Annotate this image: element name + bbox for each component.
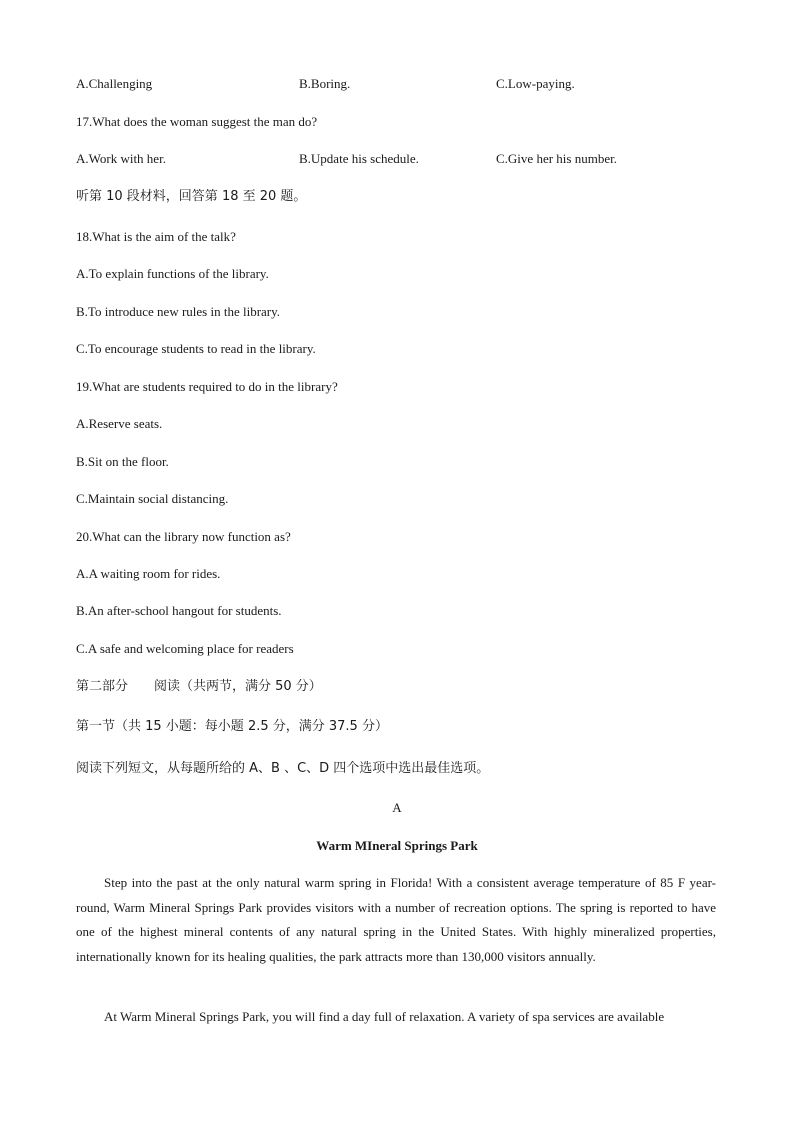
q20-option-b: B.An after-school hangout for students. — [76, 603, 282, 618]
q20-option-a: A.A waiting room for rides. — [76, 566, 221, 581]
q18-option-c: C.To encourage students to read in the library. — [76, 341, 316, 356]
passage-paragraph-1: Step into the past at the only natural warm spring in Florida! With a consistent average temperature of 85 F year-round, Warm Mineral Springs Park provides visitors with a number of recreation options. The spring is reported to have one of the highest mineral contents of any natural spring in the United States. With highly mineralized properties, internationally known for its healing qualities, the park attracts more than 130,000 visitors annually. — [76, 875, 716, 964]
q16-option-b: B.Boring. — [299, 76, 351, 91]
q16-option-c: C.Low-paying. — [496, 76, 575, 91]
passage-label: A — [392, 800, 402, 815]
q18-question: 18.What is the aim of the talk? — [76, 229, 236, 244]
q17-options — [76, 151, 736, 167]
q19-option-b: B.Sit on the floor. — [76, 454, 169, 469]
q17-question: 17.What does the woman suggest the man do? — [76, 114, 318, 129]
q16-options — [76, 76, 736, 92]
q16-option-a: A.Challenging — [76, 76, 153, 91]
q20-option-c: C.A safe and welcoming place for readers — [76, 641, 294, 656]
reading-instruction: 阅读下列短文，从每题所给的 A、B 、C、D 四个选项中选出最佳选项。 — [76, 761, 490, 776]
q17-option-a: A.Work with her. — [76, 151, 166, 166]
q17-option-c: C.Give her his number. — [496, 151, 617, 166]
q19-option-c: C.Maintain social distancing. — [76, 491, 229, 506]
passage-title: Warm MIneral Springs Park — [316, 838, 478, 853]
q18-option-b: B.To introduce new rules in the library. — [76, 304, 281, 319]
section10-instruction: 听第 10 段材料，回答第 18 至 20 题。 — [76, 189, 307, 204]
q18-option-a: A.To explain functions of the library. — [76, 266, 269, 281]
part2-heading: 第二部分 阅读（共两节，满分 50 分） — [76, 679, 322, 694]
passage-paragraph-2: At Warm Mineral Springs Park, you will find a day full of relaxation. A variety of spa services are available — [104, 1009, 665, 1024]
q17-option-b: B.Update his schedule. — [299, 151, 419, 166]
q19-question: 19.What are students required to do in the library? — [76, 379, 338, 394]
section1-heading: 第一节（共 15 小题：每小题 2.5 分，满分 37.5 分） — [76, 719, 388, 734]
q20-question: 20.What can the library now function as? — [76, 529, 291, 544]
q19-option-a: A.Reserve seats. — [76, 416, 163, 431]
